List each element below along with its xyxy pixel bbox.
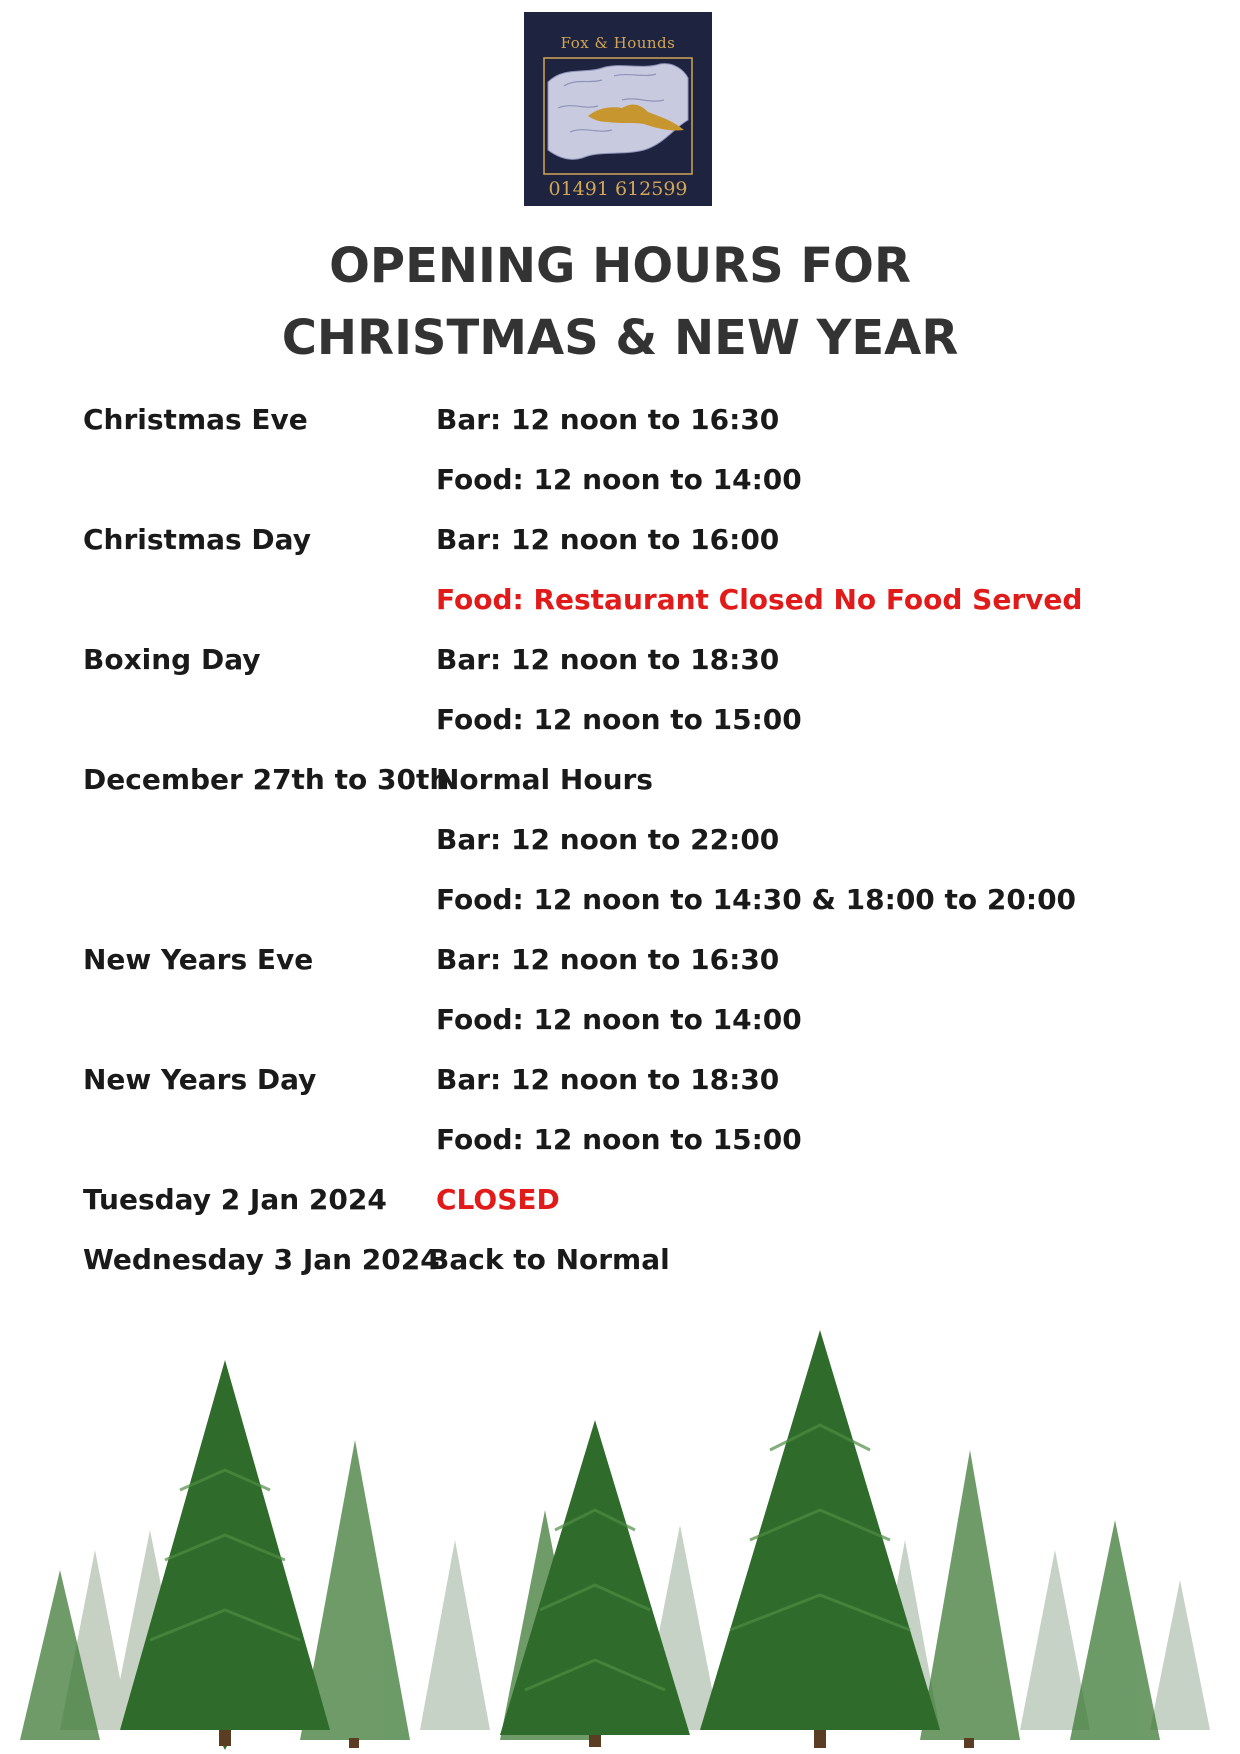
schedule-detail: Food: 12 noon to 14:00 [436, 463, 802, 496]
schedule-date-label: December 27th to 30th [83, 763, 450, 796]
schedule-detail: Bar: 12 noon to 16:00 [436, 523, 780, 556]
schedule-row [0, 1230, 1240, 1290]
title-line-2: CHRISTMAS & NEW YEAR [281, 310, 959, 366]
schedule-date-label: New Years Eve [83, 943, 314, 976]
schedule-date-label: Christmas Day [83, 523, 311, 556]
schedule-detail: Back to Normal [428, 1243, 670, 1276]
schedule-detail: Food: 12 noon to 14:00 [436, 1003, 802, 1036]
schedule-detail: Bar: 12 noon to 18:30 [436, 643, 780, 676]
fox-and-hounds-logo [524, 12, 712, 206]
schedule-detail: Normal Hours [436, 763, 653, 796]
schedule-date-label: Boxing Day [83, 643, 261, 676]
title-line-1: OPENING HOURS FOR [329, 238, 911, 294]
schedule-row [0, 1170, 1240, 1230]
schedule-detail: Bar: 12 noon to 18:30 [436, 1063, 780, 1096]
schedule-row [0, 630, 1240, 690]
schedule-detail: Food: 12 noon to 14:30 & 18:00 to 20:00 [436, 883, 1077, 916]
schedule-detail: Food: 12 noon to 15:00 [436, 703, 802, 736]
page-title [0, 230, 1240, 374]
schedule-row [0, 510, 1240, 570]
schedule-row [0, 930, 1240, 990]
schedule-detail: Bar: 12 noon to 16:30 [436, 403, 780, 436]
schedule-row [0, 570, 1240, 630]
schedule-detail: Bar: 12 noon to 22:00 [436, 823, 780, 856]
logo-name: Fox & Hounds [560, 34, 676, 52]
logo-phone-number: 01491 612599 [548, 178, 688, 200]
schedule-date-label: Christmas Eve [83, 403, 308, 436]
schedule-date-label: New Years Day [83, 1063, 317, 1096]
schedule-row [0, 990, 1240, 1050]
schedule-detail-highlight: Food: Restaurant Closed No Food Served [436, 583, 1083, 616]
schedule-row [0, 1050, 1240, 1110]
christmas-trees-illustration [0, 1310, 1240, 1750]
schedule-date-label: Wednesday 3 Jan 2024 [83, 1243, 440, 1276]
schedule-row [0, 810, 1240, 870]
schedule-row [0, 690, 1240, 750]
schedule-date-label: Tuesday 2 Jan 2024 [83, 1183, 387, 1216]
schedule-detail-highlight: CLOSED [436, 1183, 560, 1216]
schedule-detail: Food: 12 noon to 15:00 [436, 1123, 802, 1156]
schedule-row [0, 450, 1240, 510]
schedule-row [0, 750, 1240, 810]
schedule-detail: Bar: 12 noon to 16:30 [436, 943, 780, 976]
schedule-row [0, 1110, 1240, 1170]
schedule-row [0, 390, 1240, 450]
schedule-row [0, 870, 1240, 930]
